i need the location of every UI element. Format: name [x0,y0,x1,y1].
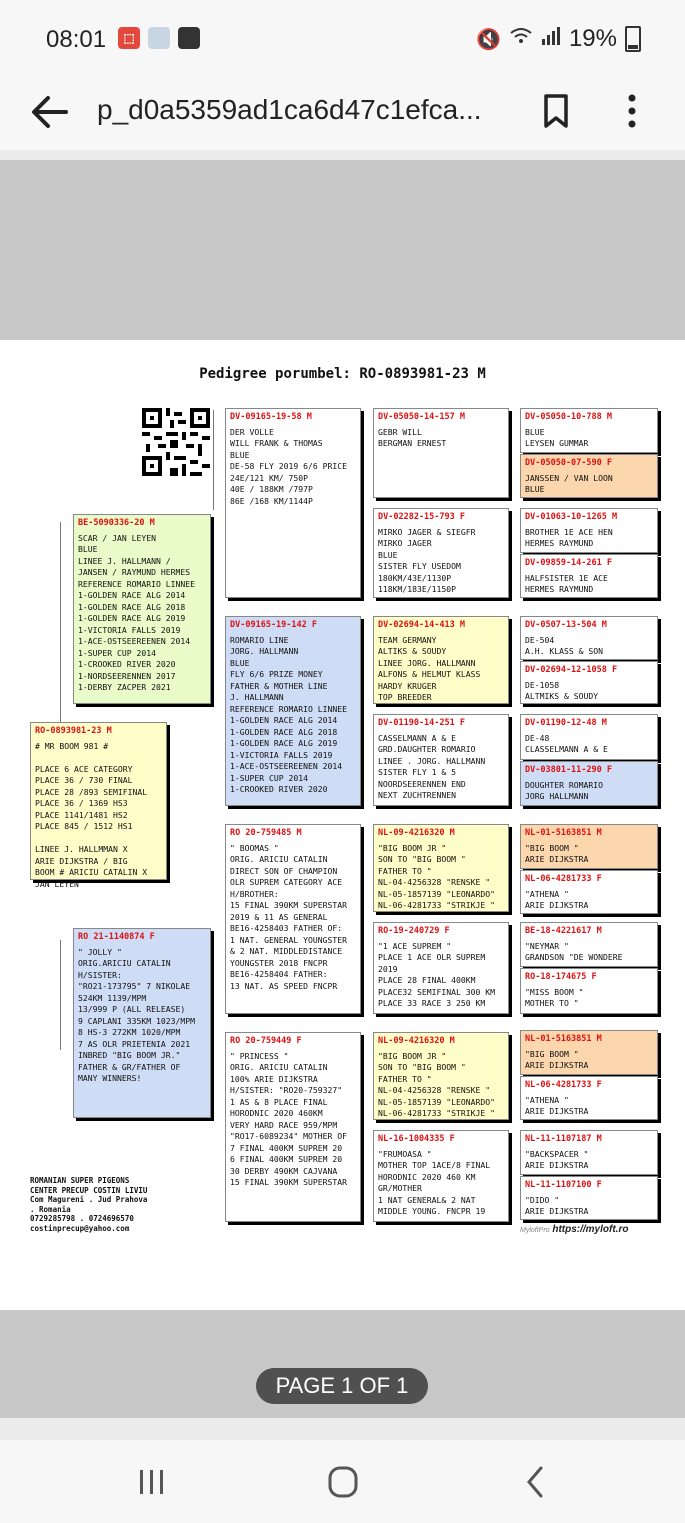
card-line: & 2 NAT. MIDDLEDISTANCE [230,946,343,956]
card-line: SISTER FLY USEDOM [378,561,461,571]
card-line: NL-04-4256328 "RENSKE " [378,1085,491,1095]
gen4-card-8[interactable] [373,1130,509,1222]
card-line: BOOM # ARICIU CATALIN X [35,867,148,877]
signal-icon [541,26,561,52]
recent-apps-button[interactable] [122,1460,182,1504]
card-line: A.H. KLASS & SON [525,646,603,656]
gen5-card-2[interactable] [520,454,658,498]
card-line: HALFSISTER 1E ACE [525,572,608,583]
card-line: TEAM GERMANY [378,634,437,645]
gen5-card-9[interactable] [520,824,658,869]
card-line: NL-04-4256328 "RENSKE " [378,877,491,887]
card-line: BERGMAN ERNEST [378,438,447,448]
status-icons-right [476,25,641,53]
card-line: 2019 [378,963,398,974]
card-ring: RO 20-759449 F [230,1036,302,1046]
card-line: 1-NORDSEERENNEN 2017 [78,670,176,681]
card-line: 118KM/183E/1150P [378,584,456,594]
card-line: SON TO "BIG BOOM " [378,854,466,864]
gen5-card-10[interactable] [520,870,658,914]
card-line: HARDY KRUGER [378,680,437,691]
card-ring: DV-0507-13-504 M [525,620,607,630]
card-ring: DV-09165-19-142 F [230,620,317,630]
gen4-card-6[interactable] [373,922,509,1014]
card-line: 1-VICTORIA FALLS 2019 [78,624,181,635]
card-line: "BIG BOOM JR " [378,1050,447,1061]
home-icon [313,1460,373,1504]
dam-card[interactable] [73,928,211,1118]
contact-line: . Romania [30,1204,71,1214]
card-ring: BE-18-4221617 M [525,926,602,936]
gen4-card-7[interactable] [373,1032,509,1120]
card-line: ARIE DIJKSTRA [525,1060,589,1070]
card-line: CASSELMANN A & E [378,732,456,743]
card-line: "ATHENA " [525,1094,569,1105]
myloft-url[interactable]: https://myloft.ro [552,1224,629,1235]
card-line: DE-48 [525,732,550,743]
myloft-credit [520,1224,628,1235]
card-line: INBRED "BIG BOOM JR." [78,1050,181,1060]
card-line: "RO17-6089234" MOTHER OF [230,1131,347,1141]
card-line: REFERENCE ROMARIO LINNEE [230,703,347,714]
card-line: "DIDO " [525,1194,560,1205]
chevron-left-icon [505,1460,565,1504]
status-time: 08:01 [46,26,107,53]
card-line: PLACE 845 / 1512 HS1 [35,821,133,831]
card-ring: NL-06-4281733 F [525,1080,602,1090]
status-icons-left [118,27,200,49]
gen3-card-1[interactable] [225,408,361,598]
card-line: 100% ARIE DIJKSTRA [230,1073,318,1084]
status-bar [0,0,685,78]
card-line: ARIE DIJKSTRA [525,854,589,864]
card-line [35,833,162,845]
card-line: "BIG BOOM " [525,842,579,853]
card-line: 1 AS & 8 PLACE FINAL [230,1096,328,1107]
card-line: 1-GOLDEN RACE ALG 2018 [230,726,338,737]
wifi-icon [509,26,533,52]
card-line: LEYSEN GUMMAR [525,438,589,448]
card-line: PLACE 1141/1481 HS2 [35,809,128,820]
card-ring: DV-01063-10-1265 M [525,512,618,522]
contact-line: Com Magureni . Jud Prahova [30,1195,148,1204]
card-line: FLY 6/6 PRIZE MONEY [230,669,323,679]
card-line: 180KM/43E/1130P [378,572,452,583]
card-line: CLASSELMANN A & E [525,744,608,754]
card-line: BLUE [525,426,545,437]
card-line: 1 NAT GENERAL& 2 NAT [378,1194,476,1205]
card-line: HORODNIC 2020 460KM [230,1108,323,1118]
gen4-card-1[interactable] [373,408,509,498]
gen5-card-11[interactable] [520,922,658,967]
card-line: 1-GOLDEN RACE ALG 2014 [78,590,186,600]
gen5-card-6[interactable] [520,661,658,704]
card-line: PLACE 6 ACE CATEGORY [35,763,133,774]
card-line: JANSSEN / VAN LOON [525,472,613,483]
card-line: "MISS BOOM " [525,986,584,997]
card-line: BLUE [230,449,250,460]
card-line: " JOLLY " [78,946,122,957]
card-ring: RO-18-174675 F [525,972,597,982]
sire-card[interactable] [73,514,211,704]
gen3-card-3[interactable] [225,824,361,1014]
card-line: FATHER & GR/FATHER OF [78,1061,181,1072]
card-ring: DV-01190-12-48 M [525,718,607,728]
card-line: BE16-4258403 FATHER OF: [230,923,343,933]
gen5-card-5[interactable] [520,616,658,660]
pdf-page[interactable] [0,340,685,1310]
card-ring: NL-01-5163851 M [525,1034,602,1044]
card-line: BLUE [525,484,545,494]
subject-ring: RO-0893981-23 M [35,726,112,736]
card-line: DE-504 [525,634,555,645]
card-line: SON TO "BIG BOOM " [378,1062,466,1072]
card-line: LINEE J. HALLMANN / [78,555,171,566]
card-ring: DV-01190-14-251 F [378,718,465,728]
card-line: ORIG. ARICIU CATALIN [230,854,328,864]
card-line: 1-VICTORIA FALLS 2019 [230,749,333,760]
card-line: 6 FINAL 400KM SUPREM 20 [230,1154,343,1164]
card-line: ORIG.ARICIU CATALIN [78,958,171,968]
card-line: PLACE 28 FINAL 400KM [378,975,476,985]
card-line: 524KM 1139/MPM [78,992,147,1003]
pdf-icon: ⬚ [118,27,140,49]
card-line: PLACE32 SEMIFINAL 300 KM [378,986,495,997]
card-line: WILL FRANK & THOMAS [230,438,323,448]
card-ring: RO 20-759485 M [230,828,302,838]
card-line: 1-GOLDEN RACE ALG 2019 [230,738,338,748]
gen5-card-13[interactable] [520,1030,658,1075]
card-ring: NL-16-1004335 F [378,1134,455,1144]
more-vertical-icon [612,86,652,134]
card-line: NL-05-1857139 "LEONARDO" [378,888,495,899]
card-line: 7 FINAL 400KM SUPREM 20 [230,1142,343,1153]
gen5-card-7[interactable] [520,714,658,760]
card-line: 1-ACE-OSTSEEREENEN 2014 [230,761,343,771]
card-line: 13/999 P (ALL RELEASE) [78,1004,186,1014]
card-line: MOTHER TOP 1ACE/8 FINAL [378,1160,491,1170]
gen5-card-15[interactable] [520,1130,658,1175]
card-line: PLACE 36 / 730 FINAL [35,775,133,785]
gen4-card-5[interactable] [373,824,509,912]
card-line: JORG. HALLMANN [230,646,299,656]
card-line: "NEYMAR " [525,940,569,951]
card-line: DE-58 FLY 2019 6/6 PRICE [230,461,347,471]
card-line: PLACE 1 ACE OLR SUPREM [378,952,486,962]
card-line: 1-DERBY ZACPER 2021 [78,682,171,692]
app-bar [0,78,685,150]
card-line: J. HALLMANN [230,692,284,702]
card-line: "FRUMOASA " [378,1148,432,1159]
card-line: ARIE DIJKSTRA [525,1160,589,1170]
note-icon [148,27,170,49]
breeder-contact [30,1176,147,1233]
card-ring: DV-05050-07-590 F [525,458,612,468]
card-line: 7 AS OLR PRIETENIA 2021 [78,1038,191,1049]
gen5-card-4[interactable] [520,554,658,598]
card-line: ARIE DIJKSTRA [525,1106,589,1116]
contact-line: costinprecup@yahoo.com [30,1223,130,1233]
gen5-card-8[interactable] [520,761,658,806]
back-nav-button[interactable] [505,1460,565,1504]
mute-icon: 🔇 [476,28,501,51]
card-ring: DV-02694-12-1058 F [525,665,618,675]
card-line: 1-SUPER CUP 2014 [78,647,156,658]
card-line: MIRKO JAGER & SIEGFR [378,526,476,537]
card-ring: RO-19-240729 F [378,926,450,936]
card-line: LINEE . JORG. HALLMANN [378,755,486,766]
recent-apps-icon [122,1460,182,1504]
gen3-card-2[interactable] [225,616,361,806]
card-line: PLACE 28 /893 SEMIFINAL [35,786,148,797]
card-line: 9 CAPLANI 335KM 1023/MPM [78,1015,195,1026]
card-line: 15 FINAL 390KM SUPERSTAR [230,1177,347,1187]
card-line: DIRECT SON OF CHAMPION [230,865,338,876]
card-line: 2019 & 11 AS GENERAL [230,911,328,922]
card-line: " PRINCESS " [230,1050,289,1061]
card-line: HERMES RAYMUND [525,584,594,594]
card-line: " BOOMAS " [230,842,279,853]
card-ring: DV-03801-11-290 F [525,765,612,775]
card-line: ARIE DIJKSTRA / BIG [35,855,128,866]
card-line: ALTMIKS & SOUDY [525,691,599,701]
system-nav-bar [0,1440,685,1523]
card-line: NL-06-4281733 "STRIKJE " [378,900,495,910]
card-line: MIRKO JAGER [378,538,432,548]
card-line: 1-ACE-OSTSEEREENEN 2014 [78,636,191,646]
connector [60,940,61,1050]
sire-ring: BE-5090336-20 M [78,518,155,528]
card-line: 8 HS-3 272KM 1020/MPM [78,1027,181,1037]
gen4-card-4[interactable] [373,714,509,806]
card-ring: NL-06-4281733 F [525,874,602,884]
card-line: ARIE DIJKSTRA [525,900,589,910]
page-top-gap [0,160,685,340]
card-line: H/SISTER: "RO20-759327" [230,1085,343,1095]
card-line: ALFONS & HELMUT KLASS [378,669,481,679]
card-line: "BACKSPACER " [525,1148,589,1159]
card-line: DE-1058 [525,679,560,690]
card-line: 40E / 188KM /797P [230,484,313,494]
card-ring: NL-01-5163851 M [525,828,602,838]
contact-line: 0729285798 . 0724696570 [30,1214,134,1223]
card-line: YOUNGSTER 2018 FNCPR [230,957,328,968]
gen5-card-14[interactable] [520,1076,658,1120]
card-line: H/BROTHER: [230,888,279,899]
card-ring: NL-09-4216320 M [378,1036,455,1046]
gen5-card-12[interactable] [520,968,658,1014]
card-line: BLUE [378,549,398,560]
card-line: ARIE DIJKSTRA [525,1206,589,1216]
gen4-card-2[interactable] [373,508,509,598]
card-line: 13 NAT. AS SPEED FNCPR [230,980,338,991]
card-line: 30 DERBY 490KM CAJVANA [230,1165,338,1176]
dam-ring: RO 21-1140874 F [78,932,155,942]
card-line: GR/MOTHER [378,1183,422,1193]
card-line: ORIG. ARICIU CATALIN [230,1062,328,1072]
document-title: p_d0a5359ad1ca6d47c1efca... [97,94,482,125]
qr-code-icon [142,408,210,476]
card-line: "BIG BOOM " [525,1048,579,1059]
card-line: H/SISTER: [78,969,122,980]
card-line: MOTHER TO " [525,998,579,1008]
connector [213,410,214,510]
contact-line: ROMANIAN SUPER PIGEONS [30,1176,130,1185]
connector [60,522,61,728]
card-line: NL-06-4281733 "STRIKJE " [378,1108,495,1118]
card-line: MANY WINNERS! [78,1073,142,1083]
screen-record-icon [178,27,200,49]
card-ring: DV-02282-15-793 F [378,512,465,522]
viewer-spacer [0,150,685,160]
card-line: GRANDSON "DE WONDERE [525,952,623,962]
card-line: JANSEN / RAYMUND HERMES [78,567,191,577]
card-line: SISTER FLY 1 & 5 [378,767,456,777]
gen5-card-1[interactable] [520,408,658,453]
card-line: FATHER & MOTHER LINE [230,680,328,691]
card-line: HERMES RAYMUND [525,538,594,548]
card-line: 1-SUPER CUP 2014 [230,772,308,783]
card-ring: DV-09165-19-58 M [230,412,312,422]
card-line: 1-CROOKED RIVER 2020 [230,784,328,794]
card-line: BLUE [230,657,250,668]
card-line: ROMARIO LINE [230,634,289,645]
card-line: "RO21-173795" 7 NIKOLAE [78,981,191,991]
back-button[interactable] [26,88,74,136]
card-ring: DV-02694-14-413 M [378,620,465,630]
card-line: LINEE J. HALLMMAN X [35,844,128,854]
card-line: # MR BOOM 981 # [35,740,109,751]
card-line: 1-GOLDEN RACE ALG 2018 [78,601,186,612]
card-line: 15 FINAL 390KM SUPERSTAR [230,900,347,910]
arrow-left-icon [26,88,74,136]
card-line: "BIG BOOM JR " [378,842,447,853]
card-line: FATHER TO " [378,865,432,876]
card-line: BLUE [78,544,98,554]
card-ring: NL-11-1107187 M [525,1134,602,1144]
card-line: MIDDLE YOUNG. FNCPR 19 [378,1206,486,1216]
contact-line: CENTER PRECUP COSTIN LIVIU [30,1185,148,1195]
card-ring: DV-05050-10-788 M [525,412,612,422]
card-line: JAN LEYEN [35,878,79,889]
card-line: 1-CROOKED RIVER 2020 [78,659,176,669]
card-line: NL-05-1857139 "LEONARDO" [378,1096,495,1107]
card-line: ALTIKS & SOUDY [378,646,447,656]
card-line: 1-GOLDEN RACE ALG 2019 [78,613,186,623]
bookmark-button[interactable] [536,86,576,134]
card-line: FATHER TO " [378,1073,432,1084]
card-line: "ATHENA " [525,888,569,899]
subject-pigeon-card[interactable] [30,722,167,889]
card-line: BE16-4258404 FATHER: [230,969,328,979]
bookmark-icon [536,86,576,134]
card-line: SCAR / JAN LEYEN [78,532,156,543]
card-line: GRD.DAUGHTER ROMARIO [378,744,476,754]
card-line: 24E/121 KM/ 750P [230,472,308,483]
myloft-logo: MyloftPro [520,1227,550,1234]
card-line: NEXT ZUCHTRENNEN [378,790,456,800]
card-line: REFERENCE ROMARIO LINNEE [78,578,195,589]
gen5-card-16[interactable] [520,1176,658,1220]
card-line: "1 ACE SUPREM " [378,940,452,951]
card-ring: DV-05050-14-157 M [378,412,465,422]
card-line: JORG HALLMANN [525,791,589,801]
card-line: LINEE JORG. HALLMANN [378,657,476,668]
card-line: NOORDSEERENNEN END [378,778,466,789]
card-line: DOUGHTER ROMARIO [525,779,603,790]
gen4-card-3[interactable] [373,616,509,704]
card-line: VERY HARD RACE 959/MPM [230,1119,338,1130]
card-line: 86E /168 KM/1144P [230,495,313,506]
card-line: 1 NAT. GENERAL YOUNGSTER [230,934,347,945]
card-line: DER VOLLE [230,426,274,437]
pedigree-heading: Pedigree porumbel: RO-0893981-23 M [199,366,486,382]
gen5-card-3[interactable] [520,508,658,553]
card-ring: NL-11-1107100 F [525,1180,602,1190]
gen3-card-4[interactable] [225,1032,361,1222]
card-line: OLR SUPREM CATEGORY ACE [230,877,343,887]
card-line: PLACE 36 / 1369 HS3 [35,798,128,808]
card-line: BROTHER 1E ACE HEN [525,526,613,537]
card-ring: NL-09-4216320 M [378,828,455,838]
more-options-button[interactable] [612,86,652,134]
card-line: TOP BREEDER [378,692,432,702]
card-line: 1-GOLDEN RACE ALG 2014 [230,715,338,725]
home-button[interactable] [313,1460,373,1504]
card-line: HORODNIC 2020 460 KM [378,1171,476,1182]
card-ring: DV-09859-14-261 F [525,558,612,568]
card-line [35,752,162,764]
battery-icon [625,26,641,52]
card-line: PLACE 33 RACE 3 250 KM [378,998,486,1008]
battery-percent: 19% [568,25,617,52]
page-indicator: PAGE 1 OF 1 [256,1368,428,1404]
card-line: GEBR WILL [378,426,422,437]
